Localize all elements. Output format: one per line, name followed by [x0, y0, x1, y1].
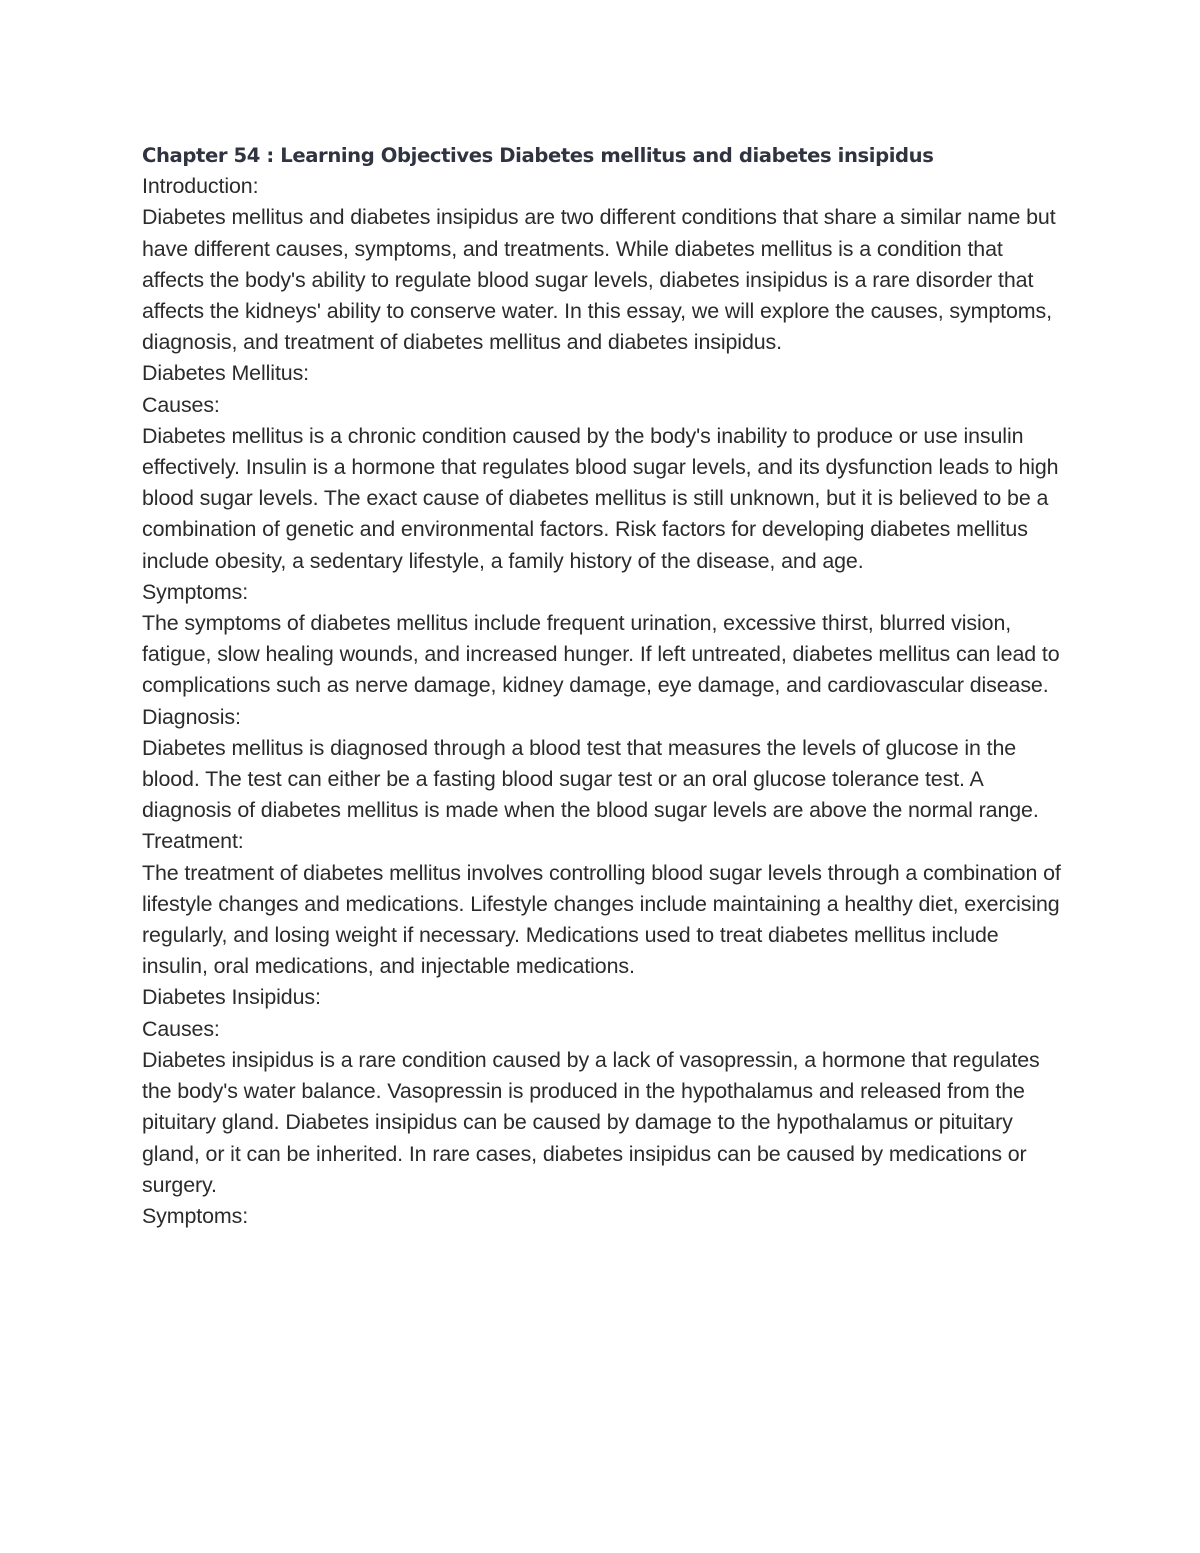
heading-diabetes-insipidus: Diabetes Insipidus: — [142, 985, 321, 1010]
heading-dm-treatment: Treatment: — [142, 829, 244, 854]
paragraph-dm-diagnosis: Diabetes mellitus is diagnosed through a blood test that measures the levels of glucose in the blood. The test can either be a fasting blood sugar test or an oral glucose tolerance test. A diagnosis of diabetes mellitus is made when the blood sugar levels are above the normal range. — [142, 735, 1039, 823]
paragraph-dm-causes: Diabetes mellitus is a chronic condition caused by the body's inability to produce or use insulin effectively. Insulin is a hormone that regulates blood sugar levels, and its dysfunction leads to high blood sugar levels. The exact cause of diabetes mellitus is still unknown, but it is believed to be a combination of genetic and environmental factors. Risk factors for developing diabetes mellitus include obesity, a sedentary lifestyle, a family history of the disease, and age. — [142, 423, 1059, 573]
paragraph-dm-treatment: The treatment of diabetes mellitus involves controlling blood sugar levels through a combination of lifestyle changes and medications. Lifestyle changes include maintaining a healthy diet, exercising regularly, and losing weight if necessary. Medications used to treat diabetes mellitus include insulin, oral medications, and injectable medications. — [142, 860, 1061, 979]
paragraph-introduction: Diabetes mellitus and diabetes insipidus are two different conditions that share a similar name but have different causes, symptoms, and treatments. While diabetes mellitus is a condition that affects the body's ability to regulate blood sugar levels, diabetes insipidus is a rare disorder that affects the kidneys' ability to conserve water. In this essay, we will explore the causes, symptoms, diagnosis, and treatment of diabetes mellitus and diabetes insipidus. — [142, 205, 1056, 355]
heading-introduction: Introduction: — [142, 174, 259, 199]
paragraph-dm-symptoms: The symptoms of diabetes mellitus include frequent urination, excessive thirst, blurred vision, fatigue, slow healing wounds, and increased hunger. If left untreated, diabetes mellitus can lead to complications such as nerve damage, kidney damage, eye damage, and cardiovascular disease. — [142, 611, 1060, 698]
heading-dm-symptoms: Symptoms: — [142, 579, 249, 604]
paragraph-di-causes: Diabetes insipidus is a rare condition caused by a lack of vasopressin, a hormone that regulates the body's water balance. Vasopressin is produced in the hypothalamus and released from the pituitary gland. Diabetes insipidus can be caused by damage to the hypothalamus or pituitary gland, or it can be inherited. In rare cases, diabetes insipidus can be caused by medications or surgery. — [142, 1047, 1040, 1197]
heading-di-symptoms: Symptoms: — [142, 1203, 249, 1228]
heading-di-causes: Causes: — [142, 1016, 220, 1041]
heading-dm-diagnosis: Diagnosis: — [142, 704, 241, 729]
document-blocks — [142, 171, 1067, 1232]
document-body — [142, 140, 1067, 1232]
heading-dm-causes: Causes: — [142, 392, 220, 417]
heading-diabetes-mellitus: Diabetes Mellitus: — [142, 361, 310, 386]
document-title: Chapter 54 : Learning Objectives Diabetes mellitus and diabetes insipidus — [142, 144, 934, 167]
